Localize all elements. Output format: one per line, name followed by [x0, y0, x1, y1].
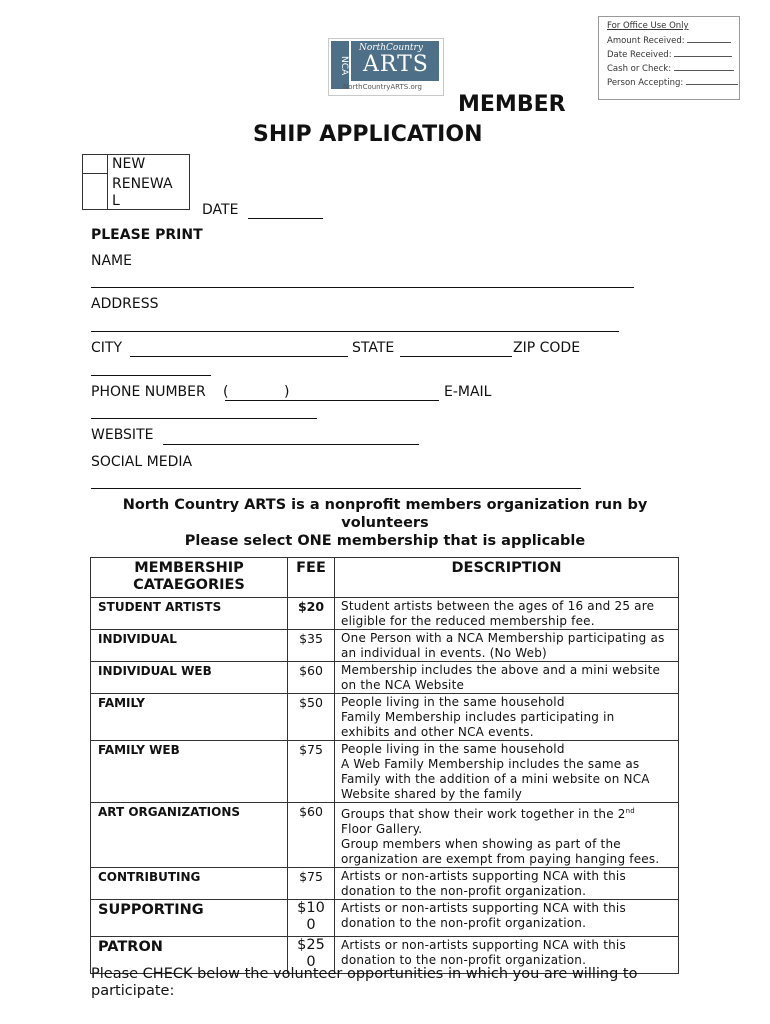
description-cell: People living in the same household A Web Family Membership includes the same as Family with the addition of a mini website on NCA Website shared by the family — [335, 741, 679, 803]
table-row[interactable] — [91, 694, 679, 741]
website-field[interactable] — [163, 444, 419, 445]
zip-field[interactable] — [91, 375, 211, 376]
page-title-line2: SHIP APPLICATION — [253, 122, 483, 147]
header-categories-line2: CATAEGORIES — [133, 577, 245, 593]
description-text-b: Floor Gallery. Group members when showing as part of the organization are exempt from paying hanging fees. — [341, 822, 660, 866]
name-field[interactable] — [91, 287, 634, 288]
email-field[interactable] — [91, 418, 317, 419]
logo-brand-big: ARTS — [363, 52, 429, 77]
membership-type-box — [82, 154, 190, 210]
renewal-checkbox[interactable] — [83, 173, 108, 209]
header-categories-line1: MEMBERSHIP — [134, 560, 244, 576]
fee-cell: $60 — [288, 803, 335, 868]
phone-field[interactable] — [225, 400, 439, 401]
date-field[interactable] — [248, 218, 323, 219]
phone-paren-close: ) — [284, 384, 290, 400]
office-cash-label: Cash or Check: — [607, 64, 672, 74]
office-date-line — [674, 48, 732, 57]
phone-label: PHONE NUMBER — [91, 384, 206, 400]
description-cell: People living in the same household Family Membership includes participating in exhibits and other NCA events. — [335, 694, 679, 741]
fee-cell: $75 — [288, 868, 335, 900]
office-date-label: Date Received: — [607, 50, 672, 60]
description-cell: Artists or non-artists supporting NCA with this donation to the non-profit organization. — [335, 900, 679, 937]
table-row[interactable] — [91, 598, 679, 630]
description-cell: Artists or non-artists supporting NCA with this donation to the non-profit organization. — [335, 937, 679, 974]
description-cell — [335, 803, 679, 868]
zip-label: ZIP CODE — [513, 340, 581, 356]
table-row[interactable] — [91, 741, 679, 803]
description-text-a: Groups that show their work together in the 2 — [341, 807, 626, 821]
description-superscript: nd — [625, 807, 635, 815]
intro-line-3: Please select ONE membership that is applicable — [184, 533, 586, 549]
description-cell: Student artists between the ages of 16 and 25 are eligible for the reduced membership fee. — [335, 598, 679, 630]
category-cell: PATRON — [91, 937, 288, 974]
intro-line-1: North Country ARTS is a nonprofit members organization run by — [122, 497, 648, 513]
renewal-label-1: RENEWA — [112, 176, 173, 192]
table-row[interactable] — [91, 662, 679, 694]
date-label: DATE — [202, 202, 239, 218]
new-label: NEW — [112, 156, 146, 172]
office-use-box — [598, 16, 740, 100]
office-person-label: Person Accepting: — [607, 78, 684, 88]
fee-cell: $20 — [288, 598, 335, 630]
office-cash-line — [674, 62, 734, 71]
office-amount-label: Amount Received: — [607, 36, 685, 46]
logo-nca-mark: NCA — [331, 41, 349, 89]
north-country-arts-logo — [328, 38, 444, 96]
header-description: DESCRIPTION — [335, 558, 679, 598]
logo-brand-small: NorthCountry — [359, 43, 423, 53]
membership-table — [90, 557, 679, 974]
address-field[interactable] — [91, 331, 619, 332]
fee-cell: $50 — [288, 694, 335, 741]
city-label: CITY — [91, 340, 123, 356]
website-label: WEBSITE — [91, 427, 154, 443]
header-fee: FEE — [288, 558, 335, 598]
table-row[interactable] — [91, 900, 679, 937]
new-checkbox[interactable] — [83, 155, 108, 174]
office-person-line — [686, 76, 738, 85]
fee-line-2: 0 — [306, 954, 316, 970]
description-cell: One Person with a NCA Membership participating as an individual in events. (No Web) — [335, 630, 679, 662]
table-header-row — [91, 558, 679, 598]
category-cell: FAMILY WEB — [91, 741, 288, 803]
category-cell: ART ORGANIZATIONS — [91, 803, 288, 868]
description-cell: Artists or non-artists supporting NCA with this donation to the non-profit organization. — [335, 868, 679, 900]
office-amount-line — [687, 34, 731, 43]
category-cell: INDIVIDUAL WEB — [91, 662, 288, 694]
fee-cell: $60 — [288, 662, 335, 694]
category-cell: FAMILY — [91, 694, 288, 741]
office-use-title: For Office Use Only — [607, 21, 689, 31]
state-field[interactable] — [400, 356, 512, 357]
table-row[interactable] — [91, 868, 679, 900]
fee-line-1: $25 — [297, 937, 325, 953]
table-row[interactable] — [91, 803, 679, 868]
fee-cell: $75 — [288, 741, 335, 803]
fee-cell: $35 — [288, 630, 335, 662]
fee-cell — [288, 900, 335, 937]
social-media-label: SOCIAL MEDIA — [91, 454, 193, 470]
address-label: ADDRESS — [91, 296, 159, 312]
category-cell: CONTRIBUTING — [91, 868, 288, 900]
intro-line-2: volunteers — [341, 515, 429, 531]
social-media-field[interactable] — [91, 488, 581, 489]
logo-url: NorthCountryARTS.org — [343, 83, 422, 91]
volunteer-check-text: Please CHECK below the volunteer opportunities in which you are willing to participate: — [91, 966, 638, 999]
description-cell: Membership includes the above and a mini website on the NCA Website — [335, 662, 679, 694]
please-print-label: PLEASE PRINT — [91, 227, 203, 243]
state-label: STATE — [352, 340, 395, 356]
renewal-label-2: L — [112, 193, 120, 209]
phone-paren-open: ( — [223, 384, 229, 400]
category-cell: SUPPORTING — [91, 900, 288, 937]
city-field[interactable] — [130, 356, 348, 357]
category-cell: INDIVIDUAL — [91, 630, 288, 662]
fee-line-1: $10 — [297, 900, 325, 916]
email-label: E-MAIL — [444, 384, 492, 400]
name-label: NAME — [91, 253, 132, 269]
fee-line-2: 0 — [306, 917, 316, 933]
category-cell: STUDENT ARTISTS — [91, 598, 288, 630]
page-title-line1: MEMBER — [458, 92, 566, 117]
header-categories — [91, 558, 288, 598]
table-row[interactable] — [91, 630, 679, 662]
